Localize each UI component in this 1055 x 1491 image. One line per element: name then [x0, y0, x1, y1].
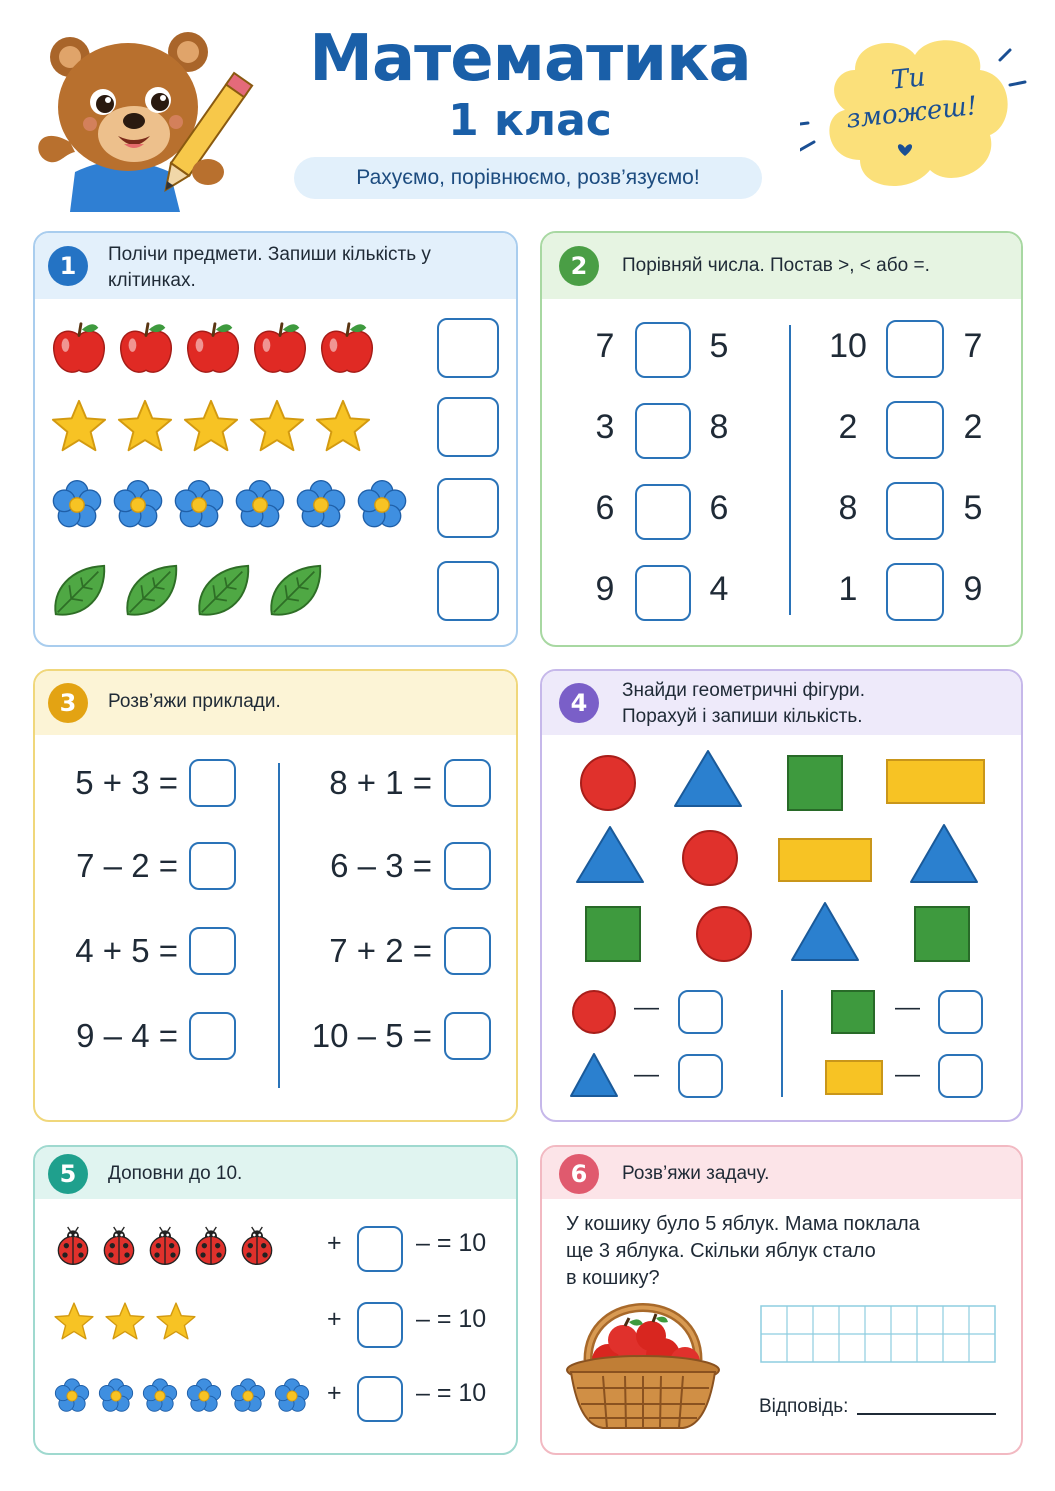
answer-box[interactable]: [678, 990, 723, 1034]
task-4-title: Знайди геометричні фігури. Порахуй і запиши кількість.: [622, 680, 866, 727]
compare-left-number: 10: [829, 327, 867, 365]
circle-shape-icon: [697, 907, 751, 961]
circle-key-icon: [573, 991, 615, 1033]
compare-box[interactable]: [886, 320, 944, 378]
star-icon: [53, 1301, 95, 1343]
plus-sign: +: [327, 1229, 342, 1257]
apple-icon: [251, 320, 309, 378]
star-icon: [104, 1301, 146, 1343]
bear-mascot-icon: [30, 22, 260, 212]
answer-box[interactable]: [437, 478, 499, 538]
triangle-key-icon: [571, 1054, 617, 1096]
star-icon: [155, 1301, 197, 1343]
motto-text: Ти зможеш!: [844, 62, 979, 135]
compare-right-number: 5: [709, 327, 729, 365]
compare-left-number: 3: [595, 408, 615, 446]
leaf-icon: [266, 562, 324, 620]
compare-left-number: 8: [838, 489, 858, 527]
flower-icon: [355, 478, 409, 532]
task-1-number: 1: [48, 246, 88, 286]
star-icon: [314, 398, 372, 456]
flower-icon: [294, 478, 348, 532]
compare-box[interactable]: [635, 484, 691, 540]
dash: —: [634, 993, 659, 1021]
equation-answer-box[interactable]: [444, 759, 491, 807]
compare-right-number: 5: [963, 489, 983, 527]
square-key-icon: [832, 991, 874, 1033]
compare-right-number: 2: [963, 408, 983, 446]
dash: —: [634, 1060, 659, 1088]
compare-right-number: 9: [963, 570, 983, 608]
answer-box[interactable]: [437, 561, 499, 621]
equation-answer-box[interactable]: [189, 842, 236, 890]
ladybug-icon: [237, 1227, 277, 1267]
square-shape-icon: [915, 907, 969, 961]
task-6-title: Розв’яжи задачу.: [622, 1163, 770, 1184]
task-5-title: Доповни до 10.: [108, 1163, 243, 1184]
task-5-number: 5: [48, 1154, 88, 1194]
equation: 8 + 1 =: [329, 764, 432, 801]
flower-icon: [172, 478, 226, 532]
star-icon: [50, 398, 108, 456]
task-3-title: Розв’яжи приклади.: [108, 691, 281, 712]
answer-box[interactable]: [938, 1054, 983, 1098]
flower-icon: [50, 478, 104, 532]
task-2-title: Порівняй числа. Постав >, < або =.: [622, 255, 930, 276]
star-icon: [116, 398, 174, 456]
star-icon: [182, 398, 240, 456]
answer-box[interactable]: [437, 397, 499, 457]
triangle-shape-icon: [577, 827, 643, 882]
equation: 5 + 3 =: [75, 764, 178, 801]
compare-box[interactable]: [886, 401, 944, 459]
rectangle-shape-icon: [779, 839, 871, 881]
equation-answer-box[interactable]: [444, 927, 491, 975]
complete-answer-box[interactable]: [357, 1376, 403, 1422]
rectangle-key-icon: [826, 1061, 882, 1094]
equation: 7 – 2 =: [76, 847, 178, 884]
equation-answer-box[interactable]: [189, 927, 236, 975]
equation: 6 – 3 =: [330, 847, 432, 884]
leaf-icon: [122, 562, 180, 620]
compare-box[interactable]: [886, 563, 944, 621]
flower-icon: [185, 1377, 223, 1415]
grade-label: 1 клас: [448, 95, 612, 146]
compare-box[interactable]: [635, 565, 691, 621]
compare-left-number: 9: [595, 570, 615, 608]
equals-ten: – = 10: [416, 1305, 487, 1333]
complete-answer-box[interactable]: [357, 1226, 403, 1272]
triangle-shape-icon: [911, 825, 977, 882]
task-4-number: 4: [559, 683, 599, 723]
flower-icon: [53, 1377, 91, 1415]
flower-icon: [273, 1377, 311, 1415]
square-shape-icon: [788, 756, 842, 810]
task-3-number: 3: [48, 683, 88, 723]
flower-icon: [111, 478, 165, 532]
compare-left-number: 7: [595, 327, 615, 365]
rectangle-shape-icon: [887, 760, 984, 803]
equals-ten: – = 10: [416, 1379, 487, 1407]
equation: 4 + 5 =: [75, 932, 178, 969]
task-1-title: Полічи предмети. Запиши кількість у клітинках.: [108, 244, 431, 291]
story-line-3: в кошику?: [566, 1267, 660, 1289]
apple-icon: [318, 320, 376, 378]
answer-label: Відповідь:: [759, 1396, 849, 1417]
apple-icon: [50, 320, 108, 378]
equals-ten: – = 10: [416, 1229, 487, 1257]
compare-left-number: 6: [595, 489, 615, 527]
dash: —: [895, 993, 920, 1021]
compare-right-number: 4: [709, 570, 729, 608]
answer-box[interactable]: [938, 990, 983, 1034]
answer-line[interactable]: [857, 1413, 996, 1415]
equation-answer-box[interactable]: [189, 759, 236, 807]
leaf-icon: [194, 562, 252, 620]
compare-right-number: 7: [963, 327, 983, 365]
page-title: Математика: [309, 22, 751, 96]
compare-box[interactable]: [635, 322, 691, 378]
dash: —: [895, 1060, 920, 1088]
subtitle: Рахуємо, порівнюємо, розв’язуємо!: [294, 157, 762, 199]
ladybug-icon: [191, 1227, 231, 1267]
compare-right-number: 8: [709, 408, 729, 446]
ladybug-icon: [145, 1227, 185, 1267]
equation-answer-box[interactable]: [444, 1012, 491, 1060]
triangle-shape-icon: [675, 751, 741, 806]
answer-grid[interactable]: [760, 1305, 996, 1363]
compare-left-number: 1: [838, 570, 858, 608]
flower-icon: [233, 478, 287, 532]
ladybug-icon: [53, 1227, 93, 1267]
circle-shape-icon: [683, 831, 737, 885]
ladybug-icon: [99, 1227, 139, 1267]
answer-box[interactable]: [678, 1054, 723, 1098]
square-shape-icon: [586, 907, 640, 961]
apple-basket-icon: [563, 1300, 723, 1435]
flower-icon: [141, 1377, 179, 1415]
compare-box[interactable]: [635, 403, 691, 459]
equation: 7 + 2 =: [329, 932, 432, 969]
equation: 9 – 4 =: [76, 1017, 178, 1054]
equation: 10 – 5 =: [311, 1017, 432, 1054]
leaf-icon: [50, 562, 108, 620]
answer-box[interactable]: [437, 318, 499, 378]
story-line-1: У кошику було 5 яблук. Мама поклала: [566, 1213, 920, 1235]
complete-answer-box[interactable]: [357, 1302, 403, 1348]
plus-sign: +: [327, 1305, 342, 1333]
flower-icon: [97, 1377, 135, 1415]
story-line-2: ще 3 яблука. Скільки яблук стало: [566, 1240, 876, 1262]
compare-left-number: 2: [838, 408, 858, 446]
star-icon: [248, 398, 306, 456]
circle-shape-icon: [581, 756, 635, 810]
task-2-number: 2: [559, 246, 599, 286]
plus-sign: +: [327, 1379, 342, 1407]
equation-answer-box[interactable]: [444, 842, 491, 890]
compare-right-number: 6: [709, 489, 729, 527]
compare-box[interactable]: [886, 482, 944, 540]
divider: [789, 325, 791, 615]
apple-icon: [184, 320, 242, 378]
task-6-number: 6: [559, 1154, 599, 1194]
apple-icon: [117, 320, 175, 378]
flower-icon: [229, 1377, 267, 1415]
equation-answer-box[interactable]: [189, 1012, 236, 1060]
triangle-shape-icon: [792, 903, 858, 960]
